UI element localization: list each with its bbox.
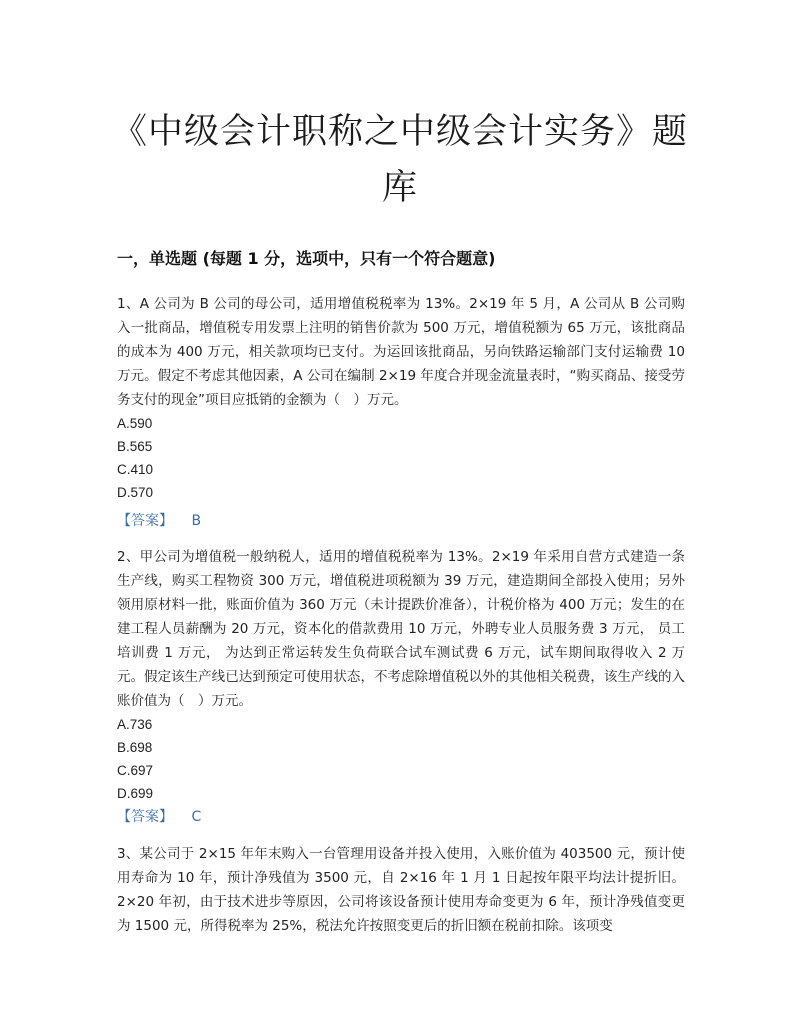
question-text: 2、甲公司为增值税一般纳税人，适用的增值税税率为 13%。2×19 年采用自营方式建造一条生产线，购买工程物资 300 万元，增值税进项税额为 39 万元，建造期间全部投入使用；另外领用原材料一批，账面价值为 360 万元（未计提跌价准备），计税价格为 400 万元；发生的在建工程人员薪酬为 20 万元，资本化的借款费用 10 万元，外聘专业人员服务费 3 万元， 员工培训费 1 万元， 为达到正常运转发生负荷联合试车测试费 6 万元，试车期间取得收入 2 万元。假定该生产线已达到预定可使用状态，不考虑除增值税以外的其他相关税费，该生产线的入账价值为（ ）万元。 [117, 549, 685, 709]
question-2 [117, 545, 685, 805]
answer-1 [117, 510, 201, 530]
option-a: A.590 [117, 416, 153, 431]
document-title: 《中级会计职称之中级会计实务》题库 [111, 112, 688, 208]
answer-value: B [191, 513, 202, 529]
question-text: 1、A 公司为 B 公司的母公司，适用增值税税率为 13%。2×19 年 5 月，A 公司从 B 公司购入一批商品，增值税专用发票上注明的销售价款为 500 万元，增值税额为 65 万元，该批商品的成本为 400 万元，相关款项均已支付。为运回该批商品，另向铁路运输部门支付运输费 10 万元。假定不考虑其他因素，A 公司在编制 2×19 年度合并现金流量表时，“购买商品、接受劳务支付的现金”项目应抵销的金额为（ ）万元。 [117, 296, 685, 408]
section-heading: 一，单选题 (每题 1 分，选项中，只有一个符合题意) [117, 249, 496, 268]
question-text: 3、某公司于 2×15 年年末购入一台管理用设备并投入使用，入账价值为 403500 元，预计使用寿命为 10 年，预计净残值为 3500 元，自 2×16 年 1 月 1 日起按年限平均法计提折旧。2×20 年初，由于技术进步等原因，公司将该设备预计使用寿命变更为 6 年，预计净残值变更为 1500 元，所得税率为 25%，税法允许按照变更后的折旧额在税前扣除。该项变 [117, 846, 685, 934]
option-c: C.697 [117, 763, 154, 778]
option-d: D.570 [117, 485, 154, 500]
option-c: C.410 [117, 462, 154, 477]
answer-value: C [191, 809, 202, 825]
answer-label: 【答案】 [117, 513, 173, 529]
answer-label: 【答案】 [117, 809, 173, 825]
question-3 [117, 842, 685, 938]
option-a: A.736 [117, 717, 153, 732]
option-b: B.698 [117, 740, 153, 755]
question-1 [117, 292, 685, 504]
option-b: B.565 [117, 439, 153, 454]
answer-2 [117, 806, 201, 826]
option-d: D.699 [117, 786, 154, 801]
